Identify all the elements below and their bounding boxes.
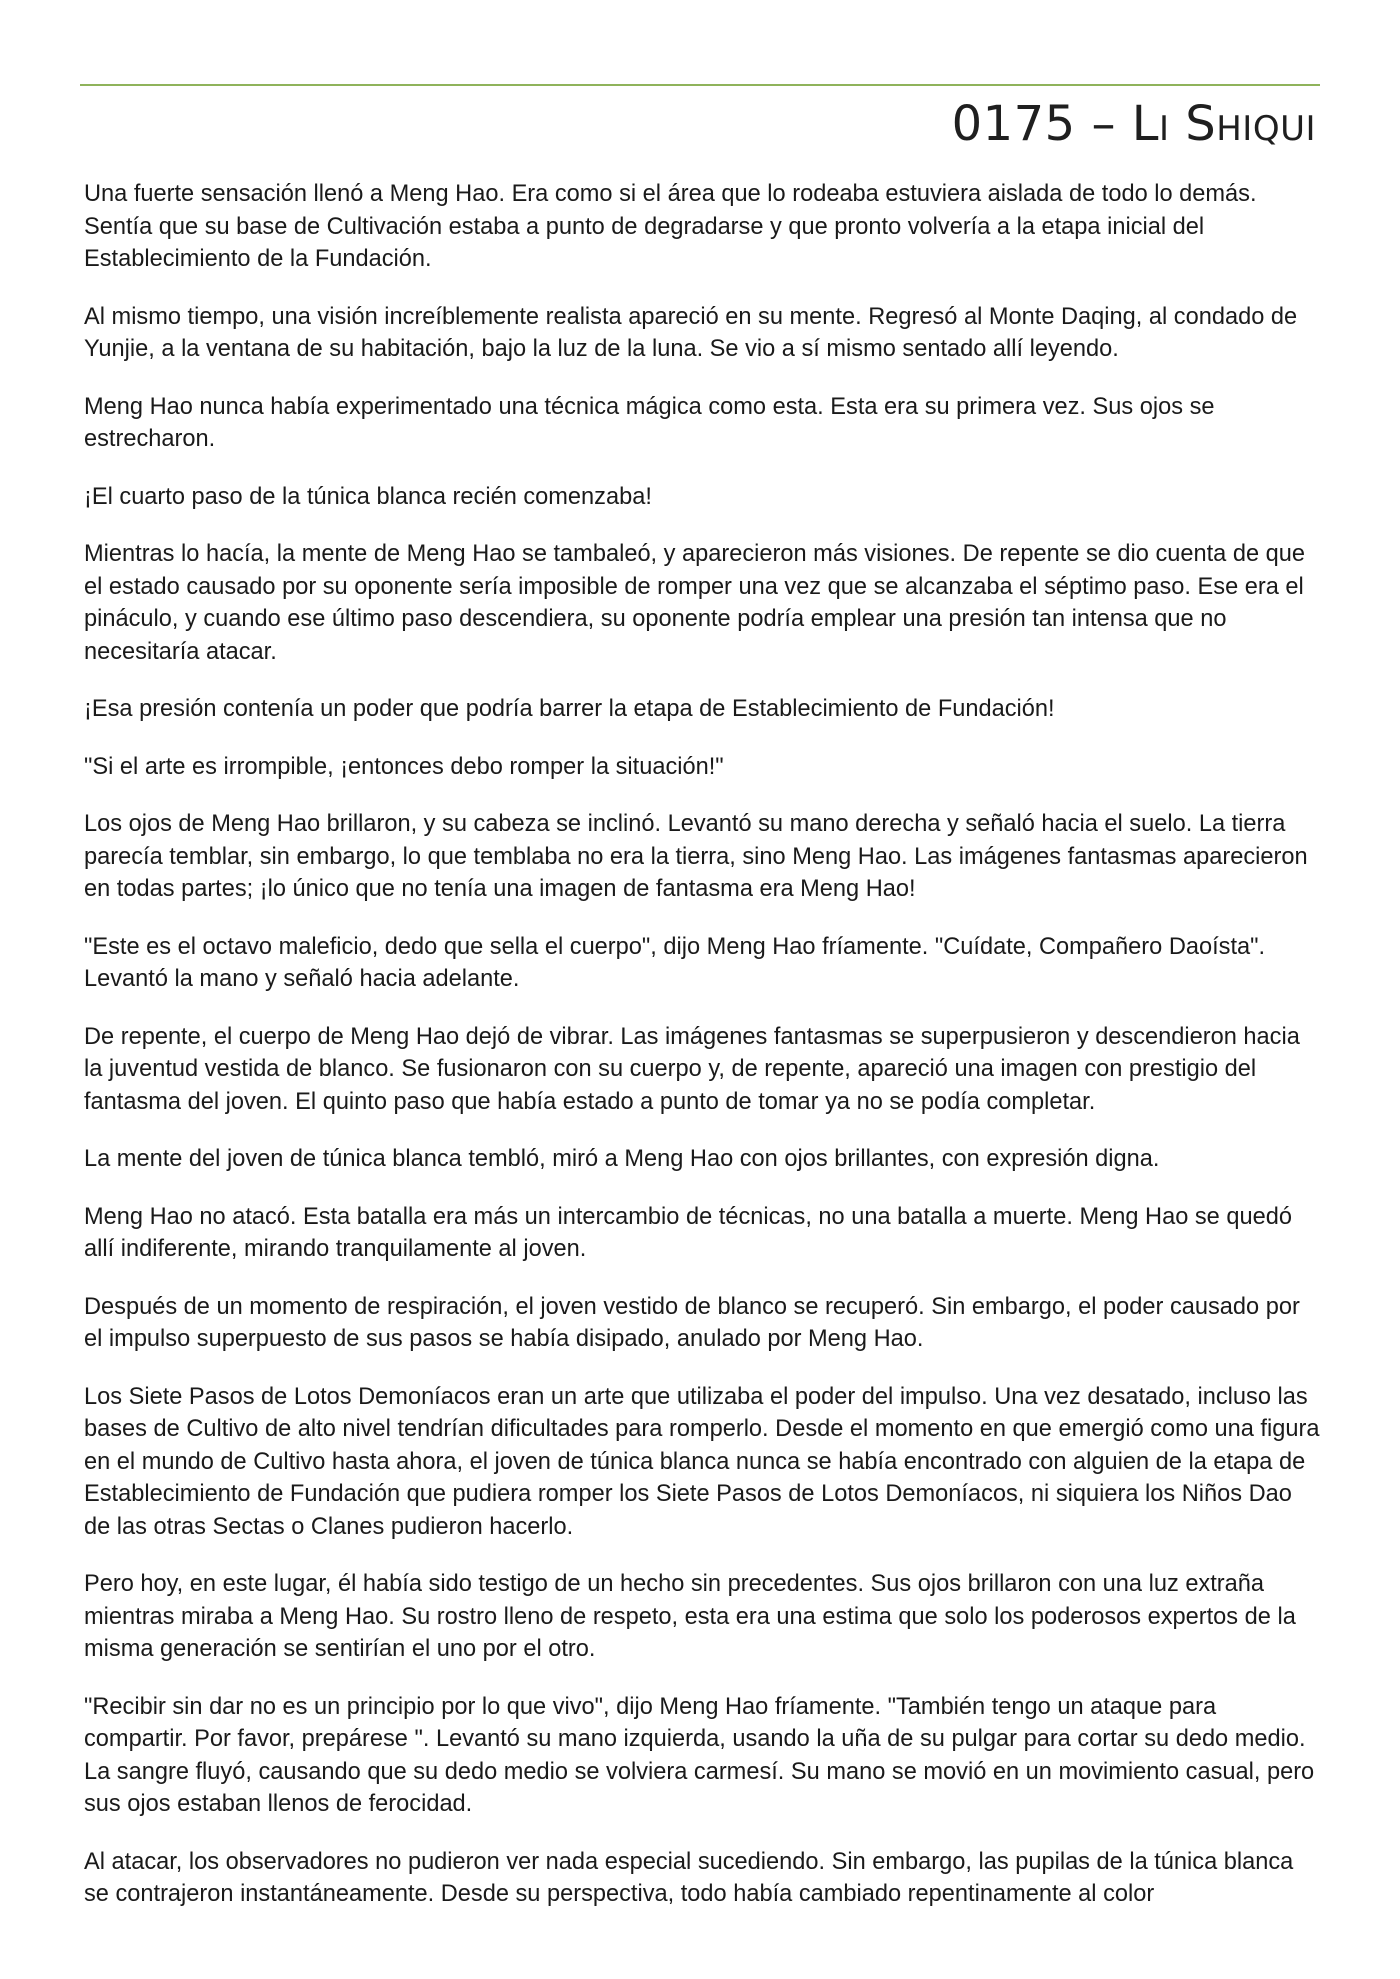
paragraph: Los Siete Pasos de Lotos Demoníacos eran un arte que utilizaba el poder del impulso. Una vez desatado, incluso las bases de Cultivo de alto nivel tendrían dificultades para romperlo. Desde el momento en que emergió como una figura en el mundo de Cultivo hasta ahora, el joven de túnica blanca nunca se había encontrado con alguien de la etapa de Establecimiento de Fundación que pudiera romper los Siete Pasos de Lotos Demoníacos, ni siquiera los Niños Dao de las otras Sectas o Clanes pudieron hacerlo. <box>84 1383 1320 1540</box>
header-rule <box>80 84 1320 86</box>
paragraph: Mientras lo hacía, la mente de Meng Hao se tambaleó, y aparecieron más visiones. De repente se dio cuenta de que el estado causado por su oponente sería imposible de romper una vez que se alcanzaba el séptimo paso. Ese era el pináculo, y cuando ese último paso descendiera, su oponente podría emplear una presión tan intensa que no necesitaría atacar. <box>84 541 1306 665</box>
paragraph: Meng Hao no atacó. Esta batalla era más un intercambio de técnicas, no una batalla a muerte. Meng Hao se quedó allí indiferente, mirando tranquilamente al joven. <box>84 1203 1292 1262</box>
paragraph: La mente del joven de túnica blanca tembló, miró a Meng Hao con ojos brillantes, con expresión digna. <box>84 1146 1160 1172</box>
paragraph: Pero hoy, en este lugar, él había sido testigo de un hecho sin precedentes. Sus ojos brillaron con una luz extraña mientras miraba a Meng Hao. Su rostro lleno de respeto, esta era una estima que solo los poderosos expertos de la misma generación se sentirían el uno por el otro. <box>84 1571 1296 1662</box>
paragraph: Los ojos de Meng Hao brillaron, y su cabeza se inclinó. Levantó su mano derecha y señaló hacia el suelo. La tierra parecía temblar, sin embargo, lo que temblaba no era la tierra, sino Meng Hao. Las imágenes fantasmas aparecieron en todas partes; ¡lo único que no tenía una imagen de fantasma era Meng Hao! <box>84 811 1308 902</box>
paragraph: De repente, el cuerpo de Meng Hao dejó de vibrar. Las imágenes fantasmas se superpusieron y descendieron hacia la juventud vestida de blanco. Se fusionaron con su cuerpo y, de repente, apareció una imagen con prestigio del fantasma del joven. El quinto paso que había estado a punto de tomar ya no se podía completar. <box>84 1023 1300 1115</box>
chapter-title <box>952 96 1316 152</box>
paragraph: Meng Hao nunca había experimentado una técnica mágica como esta. Esta era su primera vez. Sus ojos se estrecharon. <box>84 393 1215 452</box>
paragraph: ¡Esa presión contenía un poder que podría barrer la etapa de Establecimiento de Fundación! <box>84 696 1055 722</box>
paragraph: "Recibir sin dar no es un principio por lo que vivo", dijo Meng Hao fríamente. "También tengo un ataque para compartir. Por favor, prepárese ". Levantó su mano izquierda, usando la uña de su pulgar para cortar su dedo medio. La sangre fluyó, causando que su dedo medio se volviera carmesí. Su mano se movió en un movimiento casual, pero sus ojos estaban llenos de ferocidad. <box>84 1693 1315 1817</box>
paragraph: Después de un momento de respiración, el joven vestido de blanco se recuperó. Sin embargo, el poder causado por el impulso superpuesto de sus pasos se había disipado, anulado por Meng Hao. <box>84 1293 1300 1352</box>
paragraph: Una fuerte sensación llenó a Meng Hao. Era como si el área que lo rodeaba estuviera aislada de todo lo demás. Sentía que su base de Cultivación estaba a punto de degradarse y que pronto volvería a la etapa inicial del Establecimiento de la Fundación. <box>84 181 1257 272</box>
paragraph: "Si el arte es irrompible, ¡entonces debo romper la situación!" <box>84 753 724 780</box>
chapter-body <box>84 178 1320 1936</box>
chapter-title-text: 0175 – Li Shiqui <box>951 96 1316 152</box>
paragraph: Al mismo tiempo, una visión increíblemente realista apareció en su mente. Regresó al Monte Daqing, al condado de Yunjie, a la ventana de su habitación, bajo la luz de la luna. Se vio a sí mismo sentado allí leyendo. <box>84 303 1298 362</box>
paragraph: Al atacar, los observadores no pudieron ver nada especial sucediendo. Sin embargo, las pupilas de la túnica blanca se contrajeron instantáneamente. Desde su perspectiva, todo había cambiado repentinamente al color <box>84 1848 1294 1907</box>
paragraph: "Este es el octavo maleficio, dedo que sella el cuerpo", dijo Meng Hao fríamente. "Cuídate, Compañero Daoísta". Levantó la mano y señaló hacia adelante. <box>84 933 1266 992</box>
paragraph: ¡El cuarto paso de la túnica blanca recién comenzaba! <box>84 483 652 510</box>
